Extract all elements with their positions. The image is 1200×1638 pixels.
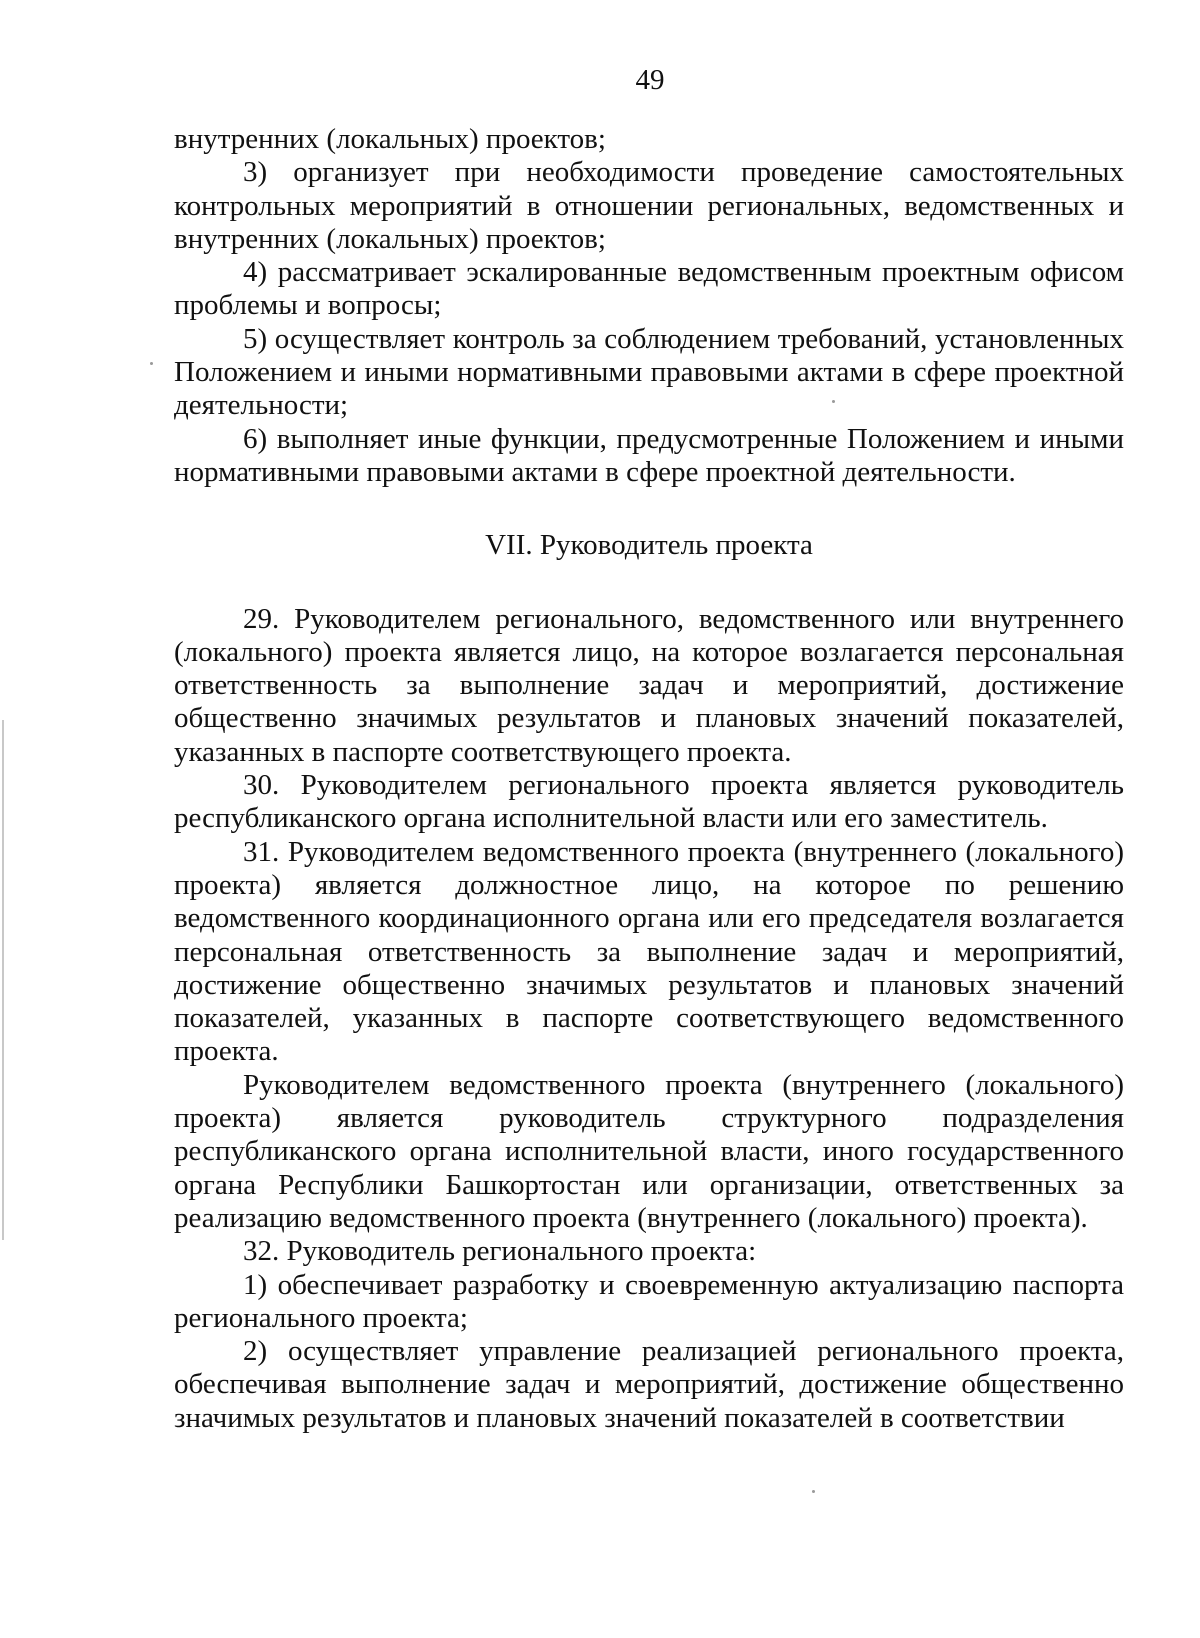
paragraph-item-3: 3) организует при необходимости проведение самостоятельных контрольных мероприятий в отношении региональных, ведомственных и внутренних (локальных) проектов; (174, 156, 1124, 255)
paragraph-32-item-2: 2) осуществляет управление реализацией регионального проекта, обеспечивая выполнение задач и мероприятий, достижение общественно значимых результатов и плановых значений показателей в соответствии (174, 1335, 1124, 1434)
paragraph-continuation: внутренних (локальных) проектов; (174, 123, 606, 155)
paragraph-32: 32. Руководитель регионального проекта: (243, 1235, 757, 1268)
section-heading: VII. Руководитель проекта (485, 529, 813, 562)
paragraph-31-continued: Руководителем ведомственного проекта (внутреннего (локального) проекта) является руководитель структурного подразделения республиканского органа исполнительной власти, иного государственного органа Республики Башкортостан или организации, ответственных за реализацию ведомственного проекта (внутреннего (локального) проекта). (174, 1068, 1124, 1234)
paragraph-32-item-1: 1) обеспечивает разработку и своевременную актуализацию паспорта регионального проекта; (174, 1268, 1124, 1334)
paragraph-item-5: 5) осуществляет контроль за соблюдением требований, установленных Положением и иными нормативными правовыми актами в сфере проектной деятельности; (174, 322, 1124, 422)
document-body (174, 123, 1124, 1435)
scan-speck (812, 1490, 815, 1493)
paragraph-30: 30. Руководителем регионального проекта является руководитель республиканского органа исполнительной власти или его заместитель. (174, 769, 1124, 835)
paragraph-31: 31. Руководителем ведомственного проекта (внутреннего (локального) проекта) является должностное лицо, на которое по решению ведомственного координационного органа или его председателя возлагается персональная ответственность за выполнение задач и мероприятий, достижение общественно значимых результатов и плановых значений показателей, указанных в паспорте соответствующего ведомственного проекта. (174, 835, 1124, 1068)
paragraph-item-6: 6) выполняет иные функции, предусмотренные Положением и иными нормативными правовыми актами в сфере проектной деятельности. (174, 422, 1124, 488)
scan-speck (832, 400, 835, 403)
paragraph-29: 29. Руководителем регионального, ведомственного или внутреннего (локального) проекта является лицо, на которое возлагается персональная ответственность за выполнение задач и мероприятий, достижение общественно значимых результатов и плановых значений показателей, указанных в паспорте соответствующего проекта. (174, 602, 1124, 768)
page-number: 49 (635, 64, 665, 96)
paragraph-item-4: 4) рассматривает эскалированные ведомственным проектным офисом проблемы и вопросы; (174, 256, 1124, 322)
scan-edge-line (2, 720, 4, 1240)
scan-speck (150, 362, 153, 365)
